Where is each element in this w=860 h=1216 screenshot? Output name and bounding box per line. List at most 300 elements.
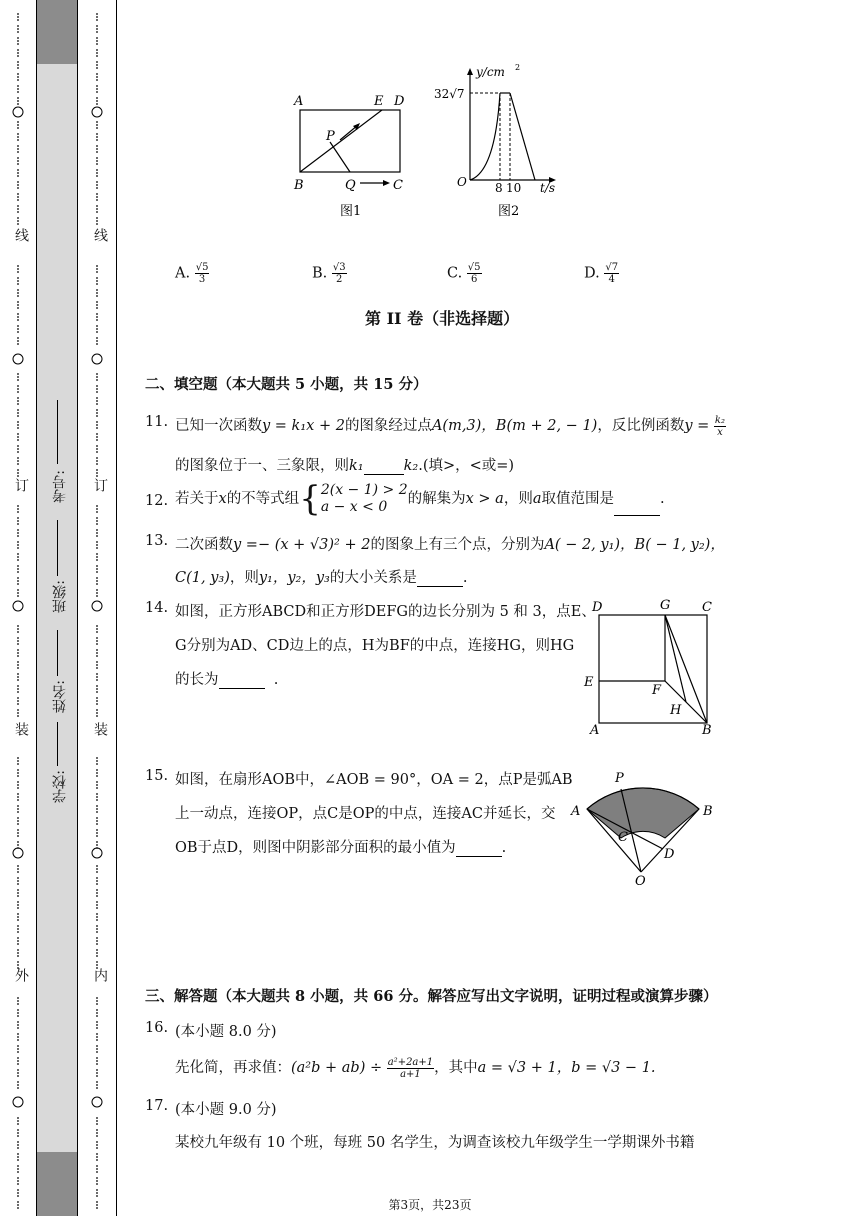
binding-dot xyxy=(96,1021,98,1023)
binding-dot xyxy=(17,835,19,837)
binding-dot xyxy=(17,103,19,105)
q13-function: y =− (x + √3)² + 2 xyxy=(233,537,371,553)
q14-text-a: 的长为 xyxy=(175,672,219,688)
binding-dot xyxy=(17,1027,19,1029)
binding-dot xyxy=(96,19,98,21)
q11-text-d: 的图象位于一、三象限，则 xyxy=(175,458,349,474)
binding-dot xyxy=(96,1012,98,1014)
q14-label-e: E xyxy=(584,675,594,690)
binding-dot xyxy=(17,13,19,15)
binding-dot xyxy=(17,73,19,75)
binding-dot xyxy=(96,883,98,885)
binding-dot xyxy=(96,169,98,171)
binding-dot xyxy=(96,664,98,666)
binding-dot xyxy=(17,40,19,42)
binding-dot xyxy=(96,703,98,705)
binding-dot xyxy=(17,556,19,558)
binding-dot xyxy=(96,817,98,819)
binding-dot xyxy=(17,19,19,21)
q15-label-a: A xyxy=(571,804,581,819)
q13-answer-blank[interactable] xyxy=(417,572,463,587)
binding-dot xyxy=(17,961,19,963)
binding-dot xyxy=(96,280,98,282)
binding-dot xyxy=(17,451,19,453)
binding-dot xyxy=(96,964,98,966)
binding-dot xyxy=(96,823,98,825)
q11-answer-blank[interactable] xyxy=(364,460,404,475)
binding-dot xyxy=(17,1117,19,1119)
binding-dot xyxy=(17,889,19,891)
binding-dot xyxy=(96,1015,98,1017)
binding-dot xyxy=(96,529,98,531)
strip-cap-top xyxy=(37,0,77,64)
choice-d xyxy=(584,262,619,285)
binding-dot xyxy=(96,784,98,786)
binding-dot xyxy=(17,649,19,651)
binding-dot xyxy=(17,925,19,927)
binding-dot xyxy=(96,1183,98,1185)
binding-dot xyxy=(17,388,19,390)
binding-dot xyxy=(96,343,98,345)
binding-dot xyxy=(17,49,19,51)
binding-dot xyxy=(96,313,98,315)
choice-d-fraction xyxy=(604,262,619,285)
binding-dot xyxy=(17,931,19,933)
q12-answer-blank[interactable] xyxy=(614,501,660,516)
binding-dot xyxy=(96,1147,98,1149)
binding-dot xyxy=(96,49,98,51)
binding-dot xyxy=(17,523,19,525)
binding-dot xyxy=(17,913,19,915)
binding-dot xyxy=(96,1165,98,1167)
q11-fraction xyxy=(714,415,726,438)
binding-dot xyxy=(96,541,98,543)
binding-dot xyxy=(96,832,98,834)
binding-dot xyxy=(17,781,19,783)
binding-dot xyxy=(96,1087,98,1089)
fig1-label-c: C xyxy=(393,178,403,193)
q12-line xyxy=(175,479,665,519)
binding-dot xyxy=(96,373,98,375)
q16-number: 16. xyxy=(145,1020,169,1036)
binding-dot xyxy=(96,316,98,318)
q15-line-2: 上一动点，连接OP，点C是OP的中点，连接AC并延长，交 xyxy=(175,806,556,822)
binding-dot xyxy=(96,661,98,663)
binding-dot xyxy=(17,469,19,471)
q17-number: 17. xyxy=(145,1098,169,1114)
binding-dot xyxy=(96,871,98,873)
exam-number-field-line xyxy=(57,400,58,464)
binding-dot xyxy=(17,637,19,639)
binding-dot xyxy=(96,217,98,219)
binding-dot xyxy=(17,412,19,414)
binding-dot xyxy=(17,1135,19,1137)
binding-dot xyxy=(96,1120,98,1122)
binding-dot xyxy=(96,151,98,153)
choice-c-label: C. xyxy=(447,265,463,282)
choice-b-fraction xyxy=(332,262,347,285)
binding-dot xyxy=(96,148,98,150)
q15-line-3 xyxy=(175,836,506,857)
q11-frac-den: x xyxy=(717,426,723,438)
binding-dot xyxy=(17,133,19,135)
binding-dot xyxy=(96,688,98,690)
binding-dot xyxy=(96,289,98,291)
binding-dot xyxy=(96,457,98,459)
binding-dot xyxy=(96,385,98,387)
q11-number: 11. xyxy=(145,414,169,430)
q16-score: (本小题 8.0 分) xyxy=(175,1024,277,1040)
binding-dot xyxy=(17,517,19,519)
binding-dot xyxy=(96,28,98,30)
binding-dot xyxy=(96,421,98,423)
binding-dot xyxy=(96,643,98,645)
binding-dot xyxy=(96,901,98,903)
fig1-caption: 图1 xyxy=(340,204,362,219)
binding-dot xyxy=(96,16,98,18)
part-2-title: 第 II 卷（非选择题） xyxy=(365,309,520,328)
fig2-ymax-label: 32√7 xyxy=(434,87,465,101)
binding-dot xyxy=(96,415,98,417)
binding-dot xyxy=(17,217,19,219)
binding-dot xyxy=(17,787,19,789)
binding-dot xyxy=(17,475,19,477)
binding-dot xyxy=(17,676,19,678)
binding-dot xyxy=(17,823,19,825)
binding-dot xyxy=(17,1144,19,1146)
binding-dot xyxy=(17,691,19,693)
binding-circle xyxy=(13,601,23,611)
q15-text-a: OB于点D，则图中阴影部分面积的最小值为 xyxy=(175,840,456,856)
margin-label-wai: 外 xyxy=(13,968,29,982)
binding-dot xyxy=(96,427,98,429)
binding-dot xyxy=(96,412,98,414)
q13-text-c: ，则 xyxy=(229,570,259,586)
binding-dot xyxy=(17,457,19,459)
binding-dot xyxy=(17,205,19,207)
binding-dot xyxy=(96,160,98,162)
q11-line-2 xyxy=(175,454,514,475)
binding-dot xyxy=(17,997,19,999)
binding-dot xyxy=(96,460,98,462)
binding-dot xyxy=(17,757,19,759)
binding-dot xyxy=(96,1024,98,1026)
inner-label-line: 线 xyxy=(92,228,108,242)
binding-dot xyxy=(96,268,98,270)
binding-dot xyxy=(96,469,98,471)
binding-dot xyxy=(17,424,19,426)
binding-dot xyxy=(96,448,98,450)
binding-dot xyxy=(96,1027,98,1029)
binding-dot xyxy=(17,964,19,966)
q16-fraction xyxy=(387,1057,434,1080)
margin-label-ding: 订 xyxy=(13,478,29,492)
binding-dot xyxy=(17,211,19,213)
binding-dot xyxy=(96,676,98,678)
binding-dot xyxy=(17,1039,19,1041)
q16-text-b: ，其中 xyxy=(434,1060,478,1076)
binding-dot xyxy=(96,1123,98,1125)
school-field-line xyxy=(57,722,58,766)
binding-dot xyxy=(17,37,19,39)
binding-dot xyxy=(96,220,98,222)
binding-dot xyxy=(17,841,19,843)
binding-circle xyxy=(92,354,102,364)
q12-text-d: ，则 xyxy=(503,491,533,507)
binding-dot xyxy=(96,628,98,630)
binding-dot xyxy=(17,1153,19,1155)
class-field-label: 班级: xyxy=(52,580,68,613)
binding-dot xyxy=(17,865,19,867)
q13-point-c: C(1, y₃) xyxy=(175,570,230,586)
q15-label-p: P xyxy=(615,771,624,786)
binding-dot xyxy=(96,205,98,207)
binding-dot xyxy=(96,547,98,549)
binding-dot xyxy=(96,808,98,810)
q15-answer-blank[interactable] xyxy=(456,842,502,857)
binding-dot xyxy=(17,1051,19,1053)
binding-dot xyxy=(17,271,19,273)
binding-dot xyxy=(96,91,98,93)
binding-dot xyxy=(96,424,98,426)
binding-dot xyxy=(17,340,19,342)
segment-hg xyxy=(665,615,686,702)
binding-dot xyxy=(17,916,19,918)
binding-dot xyxy=(17,127,19,129)
binding-dot xyxy=(96,1159,98,1161)
binding-dot xyxy=(96,697,98,699)
q15-label-d: D xyxy=(664,847,675,862)
binding-dot xyxy=(96,163,98,165)
binding-dot xyxy=(17,1012,19,1014)
binding-dot xyxy=(17,67,19,69)
inner-label-nei: 内 xyxy=(92,968,108,982)
binding-dot xyxy=(96,919,98,921)
binding-strip-inner xyxy=(78,0,117,1216)
binding-dot xyxy=(96,31,98,33)
binding-dot xyxy=(96,1063,98,1065)
binding-dot xyxy=(17,409,19,411)
choice-c-fraction xyxy=(467,262,482,285)
q12-text-e: 取值范围是 xyxy=(541,491,614,507)
q11-points: A(m,3)，B(m + 2, − 1) xyxy=(431,418,598,434)
q13-number: 13. xyxy=(145,533,169,549)
q13-ys: y₁，y₂，y₃ xyxy=(258,570,330,586)
binding-dot xyxy=(17,769,19,771)
binding-dot xyxy=(17,577,19,579)
binding-dot xyxy=(17,895,19,897)
binding-dot xyxy=(96,85,98,87)
binding-dot xyxy=(17,811,19,813)
binding-dot xyxy=(17,199,19,201)
binding-dot xyxy=(17,796,19,798)
binding-dot xyxy=(17,61,19,63)
fig2-y-label: y/cm xyxy=(476,65,505,79)
binding-dot xyxy=(17,337,19,339)
binding-dot xyxy=(17,121,19,123)
q11-text-a: 已知一次函数 xyxy=(175,418,262,434)
binding-dot xyxy=(17,283,19,285)
binding-dot xyxy=(96,1192,98,1194)
binding-circle xyxy=(92,107,102,117)
fig1-label-q: Q xyxy=(345,178,356,193)
binding-dot xyxy=(96,769,98,771)
binding-dot xyxy=(96,1129,98,1131)
binding-dot xyxy=(96,523,98,525)
binding-circle xyxy=(92,601,102,611)
binding-dot xyxy=(17,763,19,765)
binding-dot xyxy=(17,460,19,462)
binding-dot xyxy=(17,280,19,282)
binding-dot xyxy=(17,403,19,405)
binding-dot xyxy=(96,391,98,393)
choice-c-den: 6 xyxy=(470,274,478,285)
binding-dot xyxy=(96,892,98,894)
q12-system xyxy=(321,482,408,516)
binding-dot xyxy=(96,511,98,513)
binding-dot xyxy=(17,1021,19,1023)
binding-dot xyxy=(96,535,98,537)
binding-dot xyxy=(17,421,19,423)
binding-dot xyxy=(96,1168,98,1170)
binding-dot xyxy=(96,553,98,555)
binding-dot xyxy=(17,631,19,633)
binding-dot xyxy=(96,655,98,657)
binding-dot xyxy=(17,817,19,819)
binding-dot xyxy=(17,1132,19,1134)
binding-dot xyxy=(17,1084,19,1086)
choice-b-den: 2 xyxy=(336,274,343,285)
binding-dot xyxy=(96,139,98,141)
binding-dot xyxy=(96,793,98,795)
binding-dot xyxy=(17,316,19,318)
choice-d-num: √7 xyxy=(605,262,619,273)
choice-a-fraction xyxy=(195,262,210,285)
q15-number: 15. xyxy=(145,768,169,784)
binding-dot xyxy=(17,1189,19,1191)
binding-dot xyxy=(96,1003,98,1005)
binding-dot xyxy=(17,400,19,402)
binding-dot xyxy=(17,640,19,642)
binding-dot xyxy=(96,52,98,54)
binding-dot xyxy=(17,1057,19,1059)
binding-dot xyxy=(96,73,98,75)
binding-dot xyxy=(17,943,19,945)
section-2-title: 二、填空题（本大题共 5 小题，共 15 分） xyxy=(145,376,428,393)
q16-line xyxy=(175,1056,656,1080)
q14-answer-blank[interactable] xyxy=(219,674,265,689)
binding-dot xyxy=(96,223,98,225)
binding-dot xyxy=(96,691,98,693)
binding-dot xyxy=(96,376,98,378)
binding-dot xyxy=(96,451,98,453)
choice-b-num: √3 xyxy=(332,262,346,273)
binding-dot xyxy=(17,385,19,387)
binding-dot xyxy=(17,331,19,333)
binding-dot xyxy=(96,1060,98,1062)
binding-dot xyxy=(96,97,98,99)
binding-dot xyxy=(17,1129,19,1131)
binding-circle xyxy=(92,1097,102,1107)
binding-dot xyxy=(96,37,98,39)
binding-dot xyxy=(96,820,98,822)
binding-dot xyxy=(96,904,98,906)
binding-dot xyxy=(17,379,19,381)
binding-dot xyxy=(96,580,98,582)
binding-dot xyxy=(17,463,19,465)
q12-var-x: x xyxy=(218,491,227,507)
binding-dot xyxy=(17,697,19,699)
binding-dot xyxy=(96,196,98,198)
binding-dot xyxy=(96,712,98,714)
binding-dot xyxy=(17,1015,19,1017)
binding-dot xyxy=(96,565,98,567)
binding-dot xyxy=(17,505,19,507)
fig2-tick-8: 8 xyxy=(495,181,503,195)
binding-dot xyxy=(96,193,98,195)
binding-dot xyxy=(17,328,19,330)
binding-dot xyxy=(96,172,98,174)
q13-text-d: 的大小关系是 xyxy=(329,570,417,586)
binding-dot xyxy=(96,631,98,633)
q14-period: . xyxy=(273,672,279,688)
margin-label-zhuang: 装 xyxy=(13,722,29,736)
binding-dot xyxy=(96,340,98,342)
binding-dot xyxy=(17,511,19,513)
fig1-label-p: P xyxy=(326,129,335,144)
binding-dot xyxy=(17,715,19,717)
binding-dot xyxy=(96,64,98,66)
binding-dot xyxy=(17,136,19,138)
page-content xyxy=(120,0,860,1216)
binding-dot xyxy=(96,829,98,831)
q14-label-h: H xyxy=(670,703,682,718)
binding-dot xyxy=(17,844,19,846)
binding-dot xyxy=(17,472,19,474)
binding-dot xyxy=(96,649,98,651)
binding-dot xyxy=(17,16,19,18)
binding-dot xyxy=(96,916,98,918)
binding-dot xyxy=(96,772,98,774)
binding-dot xyxy=(96,556,98,558)
binding-dot xyxy=(96,439,98,441)
binding-dot xyxy=(96,652,98,654)
binding-dot xyxy=(96,1069,98,1071)
binding-dot xyxy=(96,475,98,477)
binding-dot xyxy=(96,325,98,327)
binding-dot xyxy=(17,319,19,321)
binding-dot xyxy=(96,388,98,390)
binding-dot xyxy=(96,67,98,69)
binding-dot xyxy=(96,400,98,402)
binding-dot xyxy=(17,652,19,654)
fig2-t-label: t/s xyxy=(540,181,556,195)
binding-dot xyxy=(17,1168,19,1170)
binding-dot xyxy=(96,175,98,177)
binding-dot xyxy=(17,145,19,147)
binding-dot xyxy=(17,1033,19,1035)
binding-dot xyxy=(96,889,98,891)
q14-label-a: A xyxy=(590,723,600,738)
binding-dot xyxy=(17,775,19,777)
choice-b-label: B. xyxy=(312,265,328,282)
binding-dot xyxy=(96,637,98,639)
q17-score: (本小题 9.0 分) xyxy=(175,1102,277,1118)
binding-dot xyxy=(17,949,19,951)
binding-dot xyxy=(17,163,19,165)
binding-dot xyxy=(17,1045,19,1047)
binding-dot xyxy=(17,184,19,186)
